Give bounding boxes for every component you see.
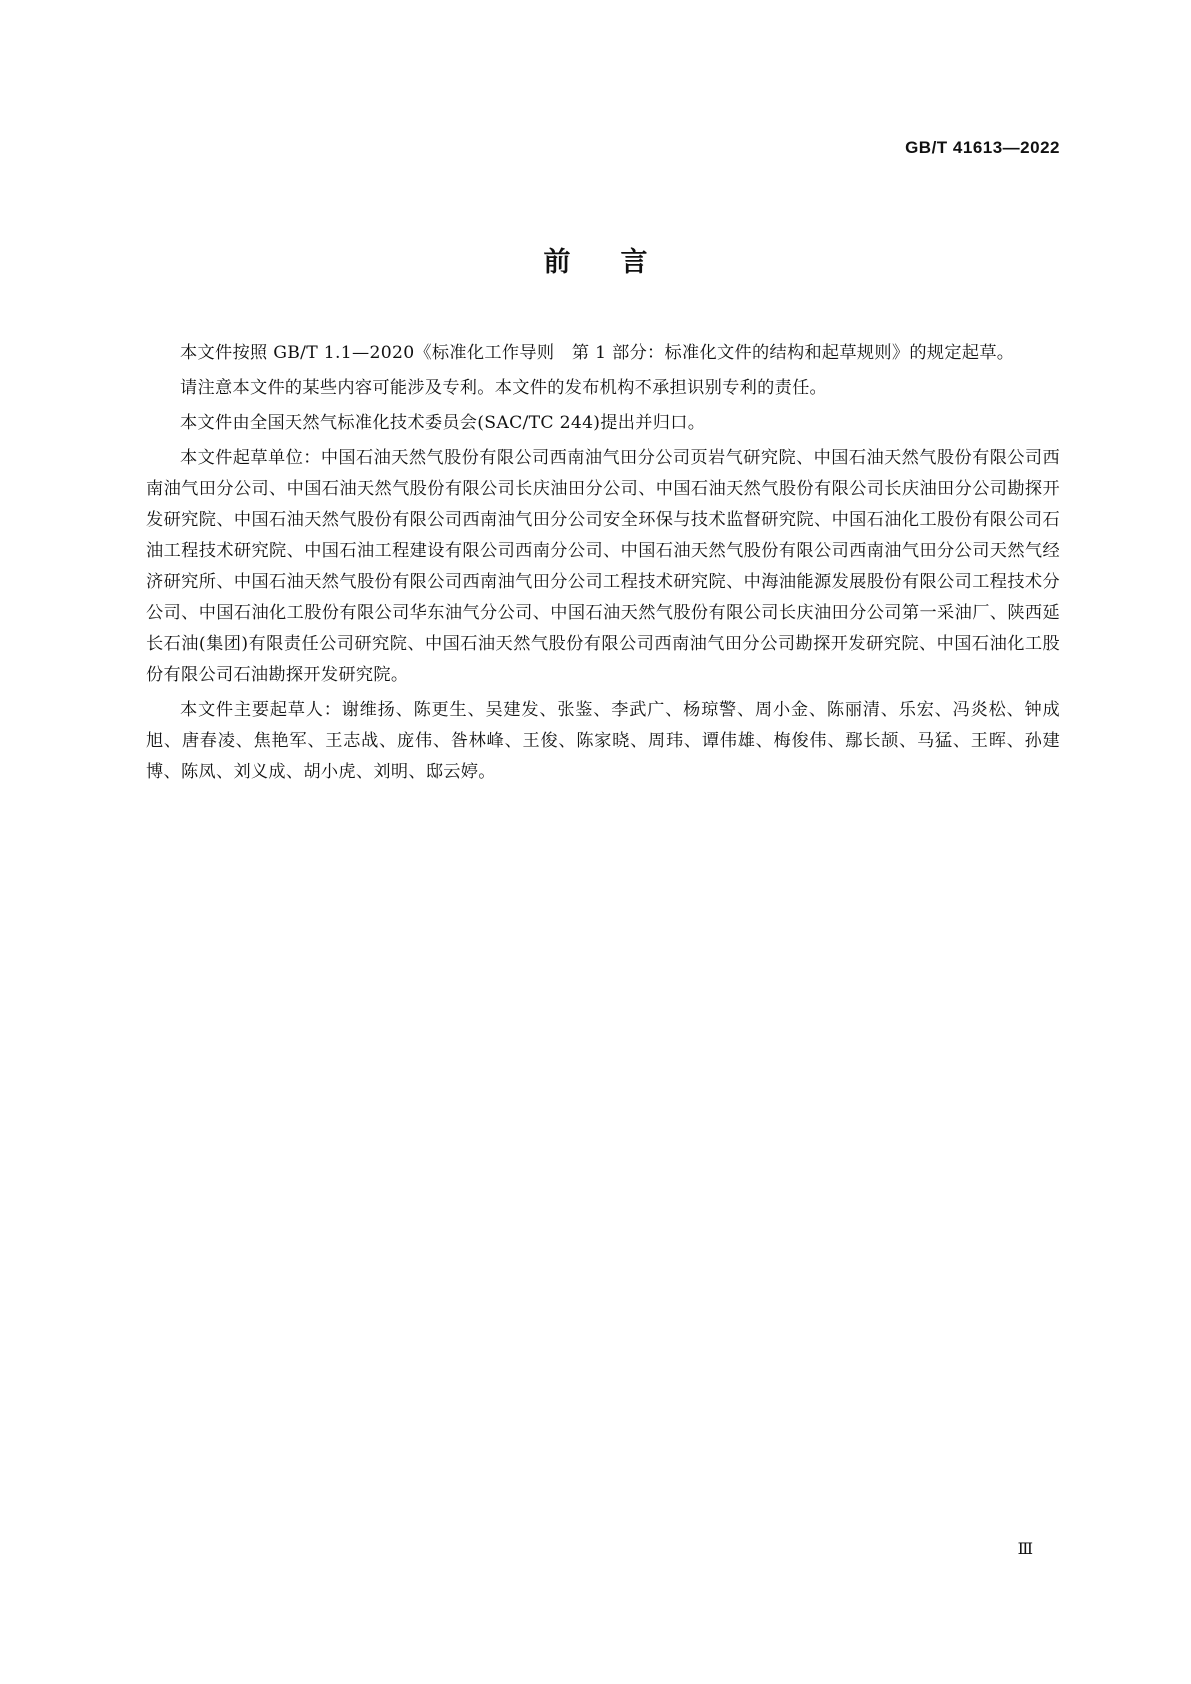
standard-number: GB/T 41613—2022 [905,138,1060,157]
paragraph-drafters: 本文件主要起草人：谢维扬、陈更生、吴建发、张鉴、李武广、杨琼警、周小金、陈丽清、乐宏、冯炎松、钟成旭、唐春凌、焦艳军、王志战、庞伟、昝林峰、王俊、陈家晓、周玮、谭伟雄、梅俊伟、鄢长颉、马猛、王晖、孙建博、陈凤、刘义成、胡小虎、刘明、邸云婷。 [146,700,1060,782]
foreword-body [146,338,1060,792]
paragraph-drafting-rules: 本文件按照 GB/T 1.1—2020《标准化工作导则 第 1 部分：标准化文件的结构和起草规则》的规定起草。 [180,343,1015,363]
page-title: 前言 [543,247,698,278]
paragraph-drafting-units: 本文件起草单位：中国石油天然气股份有限公司西南油气田分公司页岩气研究院、中国石油天然气股份有限公司西南油气田分公司、中国石油天然气股份有限公司长庆油田分公司、中国石油天然气股份有限公司长庆油田分公司勘探开发研究院、中国石油天然气股份有限公司西南油气田分公司安全环保与技术监督研究院、中国石油化工股份有限公司石油工程技术研究院、中国石油工程建设有限公司西南分公司、中国石油天然气股份有限公司西南油气田分公司天然气经济研究所、中国石油天然气股份有限公司西南油气田分公司工程技术研究院、中海油能源发展股份有限公司工程技术分公司、中国石油化工股份有限公司华东油气分公司、中国石油天然气股份有限公司长庆油田分公司第一采油厂、陕西延长石油(集团)有限责任公司研究院、中国石油天然气股份有限公司西南油气田分公司勘探开发研究院、中国石油化工股份有限公司石油勘探开发研究院。 [146,448,1060,685]
paragraph-proposer: 本文件由全国天然气标准化技术委员会(SAC/TC 244)提出并归口。 [180,413,706,433]
paragraph-patent-notice: 请注意本文件的某些内容可能涉及专利。本文件的发布机构不承担识别专利的责任。 [180,378,828,398]
page-number: Ⅲ [1017,1541,1033,1558]
